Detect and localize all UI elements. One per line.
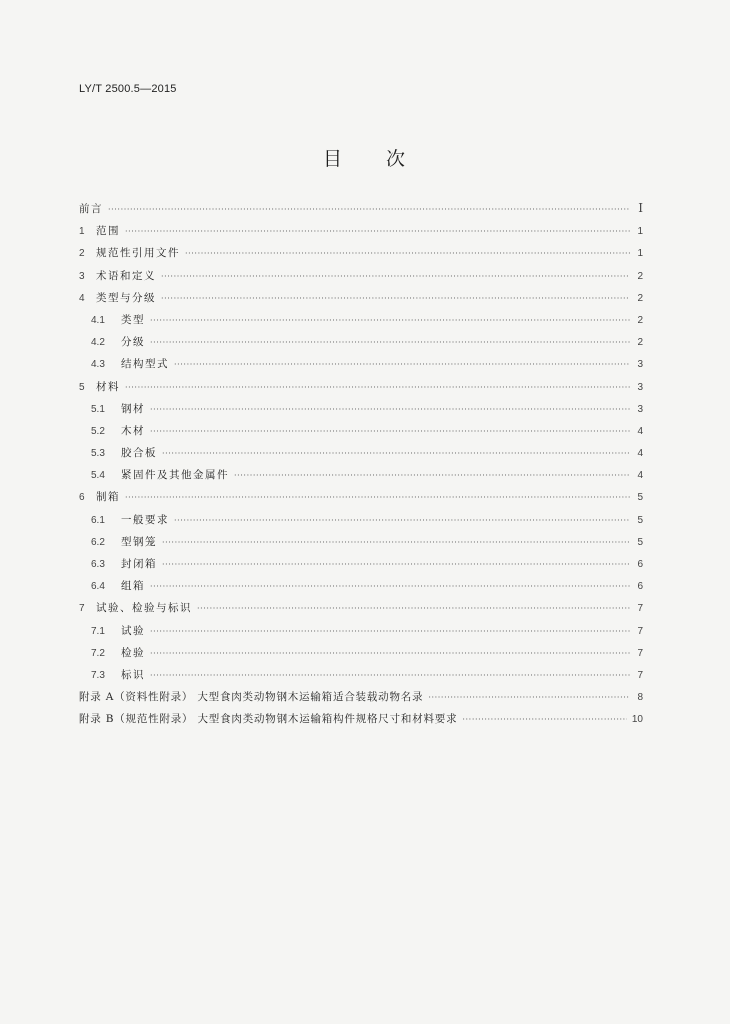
toc-entry-number: 5.2 [91, 425, 105, 437]
toc-entry-page: 8 [637, 692, 643, 704]
toc-entry[interactable] [79, 423, 643, 445]
toc-entry-page: 7 [637, 669, 643, 681]
toc-entry[interactable] [79, 401, 643, 423]
toc-leader-dots [162, 538, 630, 547]
toc-leader-dots [150, 627, 630, 636]
toc-entry-number: 4.3 [91, 359, 105, 371]
toc-entry-page: 2 [637, 337, 643, 349]
toc-entry[interactable] [79, 268, 643, 290]
toc-entry-label: 分级 [121, 336, 145, 349]
title-char-2: 次 [386, 148, 408, 170]
toc-entry[interactable] [79, 245, 643, 267]
toc-entry[interactable] [79, 334, 643, 356]
toc-leader-dots [174, 516, 630, 525]
toc-entry[interactable] [79, 534, 643, 556]
toc-entry[interactable] [79, 667, 643, 689]
toc-entry-page: 4 [637, 448, 643, 460]
toc-entry-page: 5 [637, 536, 643, 548]
toc-entry-number: 1 [79, 226, 85, 238]
toc-entry[interactable] [79, 312, 643, 334]
toc-leader-dots [108, 205, 630, 214]
toc-leader-dots [161, 272, 630, 281]
toc-entry-label: 附录 A（资料性附录） 大型食肉类动物钢木运输箱适合装载动物名录 [79, 691, 424, 704]
toc-entry-page: 5 [637, 514, 643, 526]
toc-entry-label: 标识 [121, 668, 145, 681]
toc-entry-number: 3 [79, 270, 85, 282]
table-of-contents [79, 201, 643, 734]
toc-entry-label: 胶合板 [121, 447, 157, 460]
toc-entry-label: 规范性引用文件 [96, 247, 180, 260]
toc-entry-number: 5 [79, 381, 85, 393]
toc-entry-page: 2 [637, 292, 643, 304]
toc-leader-dots [150, 582, 630, 591]
toc-entry-label: 材料 [96, 380, 120, 393]
toc-entry-page: 2 [637, 270, 643, 282]
toc-leader-dots [150, 671, 630, 680]
toc-entry-label: 类型 [121, 313, 145, 326]
toc-leader-dots [150, 427, 630, 436]
toc-entry-label: 类型与分级 [96, 291, 156, 304]
toc-entry-number: 5.3 [91, 448, 105, 460]
toc-entry[interactable] [79, 489, 643, 511]
toc-entry-label: 一般要求 [121, 513, 169, 526]
toc-entry-label: 制箱 [96, 491, 120, 504]
toc-leader-dots [428, 693, 630, 702]
toc-entry-label: 检验 [121, 646, 145, 659]
toc-leader-dots [162, 560, 630, 569]
toc-entry-page: Ⅰ [638, 201, 643, 215]
toc-entry-label: 术语和定义 [96, 269, 156, 282]
toc-entry-page: 10 [631, 714, 643, 726]
toc-leader-dots [125, 493, 630, 502]
toc-entry[interactable] [79, 623, 643, 645]
toc-entry-label: 试验、检验与标识 [96, 602, 192, 615]
toc-leader-dots [174, 360, 630, 369]
toc-entry[interactable] [79, 201, 643, 223]
toc-entry-page: 1 [637, 226, 643, 238]
toc-entry-page: 7 [637, 647, 643, 659]
toc-entry[interactable] [79, 467, 643, 489]
title-char-1: 目 [322, 148, 344, 170]
toc-entry-label: 范围 [96, 225, 120, 238]
toc-entry-number: 6.1 [91, 514, 105, 526]
toc-entry-number: 4.2 [91, 337, 105, 349]
toc-entry[interactable] [79, 689, 643, 711]
toc-leader-dots [185, 249, 630, 258]
toc-entry-label: 组箱 [121, 580, 145, 593]
toc-entry-page: 4 [637, 425, 643, 437]
toc-leader-dots [150, 405, 630, 414]
toc-entry-label: 试验 [121, 624, 145, 637]
toc-leader-dots [150, 338, 630, 347]
toc-entry-page: 7 [637, 603, 643, 615]
toc-entry-number: 5.4 [91, 470, 105, 482]
toc-entry-number: 2 [79, 248, 85, 260]
toc-entry-label: 紧固件及其他金属件 [121, 469, 229, 482]
toc-entry-number: 5.1 [91, 403, 105, 415]
toc-entry-page: 3 [637, 359, 643, 371]
toc-entry[interactable] [79, 512, 643, 534]
standard-code: LY/T 2500.5—2015 [79, 83, 177, 95]
toc-entry-page: 3 [637, 381, 643, 393]
toc-entry-number: 4.1 [91, 314, 105, 326]
toc-entry[interactable] [79, 711, 643, 733]
toc-entry[interactable] [79, 290, 643, 312]
toc-leader-dots [125, 383, 630, 392]
toc-entry[interactable] [79, 556, 643, 578]
toc-leader-dots [125, 227, 630, 236]
toc-entry-label: 型钢笼 [121, 535, 157, 548]
toc-entry[interactable] [79, 223, 643, 245]
toc-leader-dots [161, 294, 630, 303]
toc-entry-page: 1 [637, 248, 643, 260]
toc-entry-page: 4 [637, 470, 643, 482]
toc-leader-dots [234, 471, 630, 480]
toc-entry-number: 7 [79, 603, 85, 615]
page-title [0, 144, 730, 171]
toc-entry-page: 2 [637, 314, 643, 326]
toc-entry-page: 3 [637, 403, 643, 415]
toc-entry-number: 6 [79, 492, 85, 504]
toc-entry-number: 6.4 [91, 581, 105, 593]
toc-entry-number: 7.2 [91, 647, 105, 659]
toc-leader-dots [150, 316, 630, 325]
toc-entry[interactable] [79, 445, 643, 467]
toc-entry[interactable] [79, 379, 643, 401]
toc-leader-dots [197, 604, 630, 613]
toc-entry-page: 5 [637, 492, 643, 504]
toc-entry-label: 附录 B（规范性附录） 大型食肉类动物钢木运输箱构件规格尺寸和材料要求 [79, 713, 458, 726]
toc-entry[interactable] [79, 578, 643, 600]
toc-entry[interactable] [79, 645, 643, 667]
toc-entry-label: 钢材 [121, 402, 145, 415]
toc-entry-page: 6 [637, 559, 643, 570]
toc-entry-label: 封闭箱 [121, 558, 157, 570]
toc-entry-label: 前言 [79, 203, 103, 215]
toc-entry-number: 6.2 [91, 536, 105, 548]
toc-entry-page: 7 [637, 625, 643, 637]
toc-entry[interactable] [79, 600, 643, 622]
toc-entry-number: 4 [79, 292, 85, 304]
toc-leader-dots [462, 715, 626, 724]
toc-entry-label: 结构型式 [121, 358, 169, 371]
toc-entry-page: 6 [637, 581, 643, 593]
toc-entry[interactable] [79, 356, 643, 378]
toc-entry-number: 7.1 [91, 625, 105, 637]
toc-entry-label: 木材 [121, 424, 145, 437]
toc-entry-number: 7.3 [91, 669, 105, 681]
toc-leader-dots [162, 449, 630, 458]
toc-entry-number: 6.3 [91, 559, 105, 570]
toc-leader-dots [150, 649, 630, 658]
